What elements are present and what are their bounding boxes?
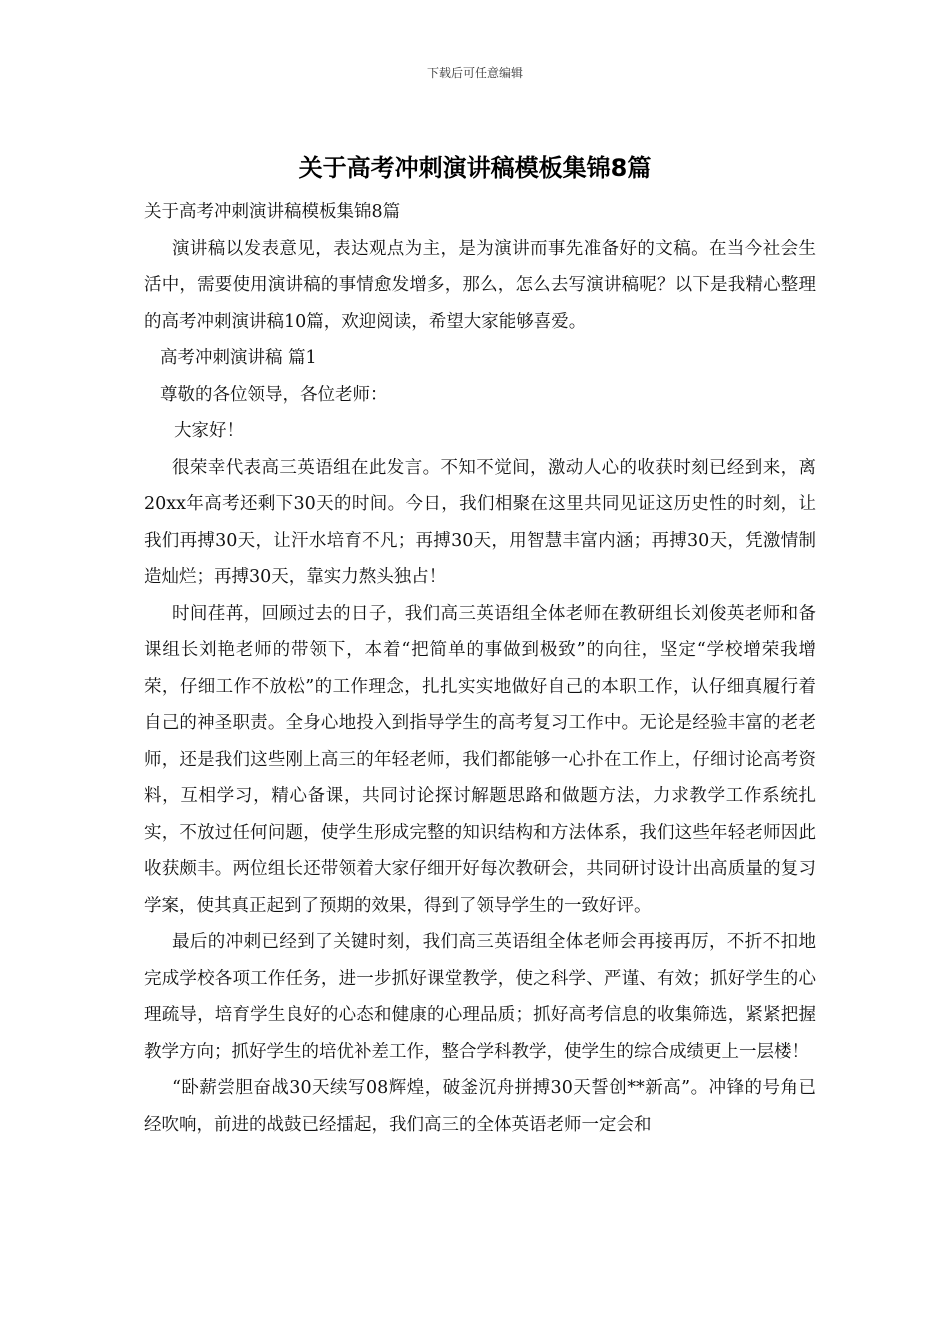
salutation: 尊敬的各位领导，各位老师： [160,384,388,405]
body-paragraph-2: 时间荏苒，回顾过去的日子，我们高三英语组全体老师在教研组长刘俊英老师和备课组长刘艳老师的带领下，本着“把简单的事做到极致”的向往，坚定“学校增荣我增荣，仔细工作不放松”的工作理念，扎扎实实地做好自己的本职工作，认仔细真履行着自己的神圣职责。全身心地投入到指导学生的高考复习工作中。无论是经验丰富的老老师，还是我们这些刚上高三的年轻老师，我们都能够一心扑在工作上，仔细讨论高考资料，互相学习，精心备课，共同讨论探讨解题思路和做题方法，力求教学工作系统扎实，不放过任何问题，使学生形成完整的知识结构和方法体系，我们这些年轻老师因此收获颇丰。两位组长还带领着大家仔细开好每次教研会，共同研讨设计出高质量的复习学案，使其真正起到了预期的效果，得到了领导学生的一致好评。 [144,603,816,916]
greeting: 大家好！ [174,421,244,441]
section-heading: 高考冲刺演讲稿 篇1 [160,348,317,368]
body-paragraph-1: 很荣幸代表高三英语组在此发言。不知不觉间，激动人心的收获时刻已经到来，离20xx年高考还剩下30天的时间。今日，我们相聚在这里共同见证这历史性的时刻，让我们再搏30天，让汗水培育不凡；再搏30天，用智慧丰富内涵；再搏30天，凭激情制造灿烂；再搏30天，靠实力熬头独占！ [144,457,816,587]
body-paragraph-3: 最后的冲刺已经到了关键时刻，我们高三英语组全体老师会再接再厉，不折不扣地完成学校各项工作任务，进一步抓好课堂教学，使之科学、严谨、有效；抓好学生的心理疏导，培育学生良好的心态和健康的心理品质；抓好高考信息的收集筛选，紧紧把握教学方向；抓好学生的培优补差工作，整合学科教学，使学生的综合成绩更上一层楼！ [144,932,816,1062]
header-note: 下载后可任意编辑 [426,66,523,80]
document-subtitle: 关于高考冲刺演讲稿模板集锦8篇 [144,202,401,222]
document-body [144,194,816,1143]
body-paragraph-4: “卧薪尝胆奋战30天续写08辉煌，破釜沉舟拼搏30天誓创**新高”。冲锋的号角已经吹响，前进的战鼓已经擂起，我们高三的全体英语老师一定会和 [144,1078,816,1135]
intro-paragraph: 演讲稿以发表意见，表达观点为主，是为演讲而事先准备好的文稿。在当今社会生活中，需要使用演讲稿的事情愈发增多，那么，怎么去写演讲稿呢？以下是我精心整理的高考冲刺演讲稿10篇，欢迎阅读，希望大家能够喜爱。 [144,238,816,332]
document-title: 关于高考冲刺演讲稿模板集锦8篇 [298,154,652,182]
